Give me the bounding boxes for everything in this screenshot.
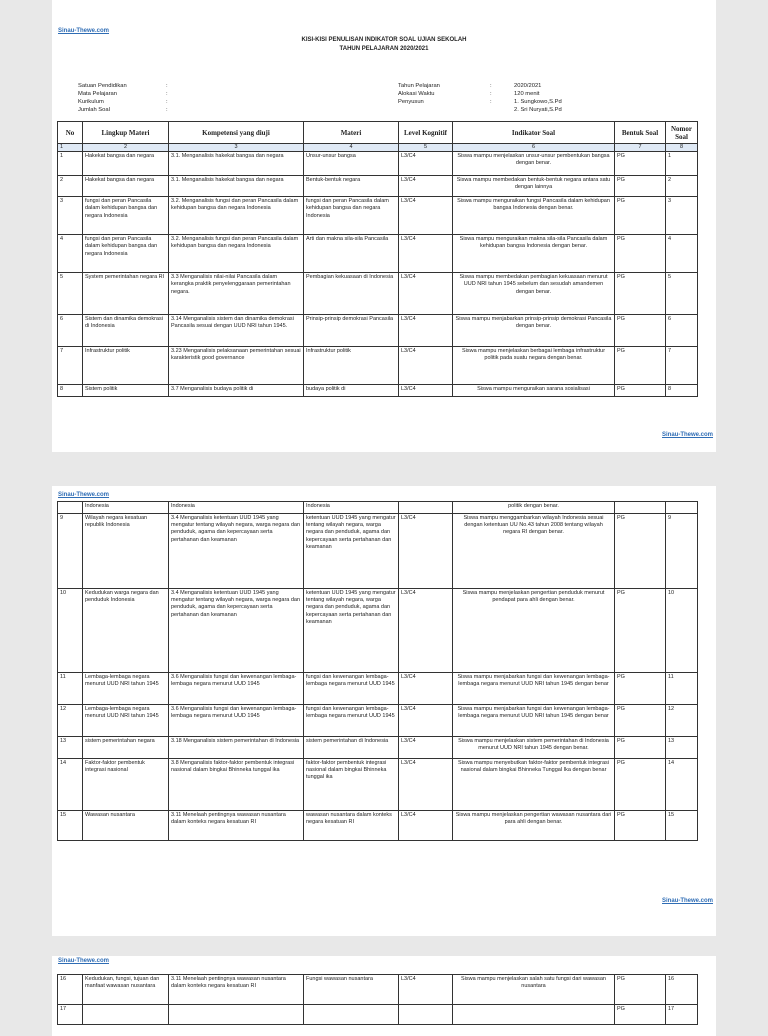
cell-indikator-soal: Siswa mampu menjabarkan fungsi dan kewenangan lembaga-lembaga negara menurut UUD NRI tahun 1945 dengan benar (453, 673, 615, 705)
meta-colon: : (490, 83, 492, 89)
cell-level-kognitif: L3/C4 (399, 315, 453, 347)
cell-level-kognitif: L3/C4 (399, 759, 453, 811)
table-row (58, 152, 698, 176)
cell-level-kognitif (399, 1005, 453, 1025)
cell-kompetensi: 3.23 Menganalisis pelaksanaan pemerintahan sesuai karakteristik good governance (169, 347, 304, 385)
table-row (58, 235, 698, 273)
cell-materi: Pembagian kekuasaan di Indonesia (304, 273, 399, 315)
cell-level-kognitif: L3/C4 (399, 347, 453, 385)
meta-label: Kurikulum (78, 99, 104, 105)
cell-indikator-soal: Siswa mampu menguraikan makna sila-sila Pancasila dalam kehidupan bangsa Indonesia dengan benar. (453, 235, 615, 273)
cell-bentuk-soal: PG (615, 737, 666, 759)
table-body (58, 152, 698, 397)
cell-kompetensi: 3.6 Menganalisis fungsi dan kewenangan lembaga-lembaga negara menurut UUD 1945 (169, 705, 304, 737)
cell-bentuk-soal: PG (615, 673, 666, 705)
cell-kompetensi: 3.3 Menganalisis nilai-nilai Pancasila dalam kerangka praktik penyelenggaraan pemerintahan negara. (169, 273, 304, 315)
cell-no: 9 (58, 514, 83, 589)
cell-lingkup-materi: Lembaga-lembaga negara menurut UUD NRI tahun 1945 (83, 705, 169, 737)
cell-bentuk-soal: PG (615, 514, 666, 589)
cell-lingkup-materi: Sistem politik (83, 385, 169, 397)
cell-level-kognitif: L3/C4 (399, 589, 453, 673)
cell-no: 7 (58, 347, 83, 385)
column-number: 2 (83, 144, 169, 152)
cell-no: 17 (58, 1005, 83, 1025)
cell-kompetensi: 3.2. Menganalisis fungsi dan peran Pancasila dalam kehidupan bangsa dan negara Indonesia (169, 235, 304, 273)
table-row (58, 514, 698, 589)
cell-nomor-soal (666, 502, 698, 514)
meta-label: Satuan Pendidikan (78, 83, 127, 89)
cell-no: 5 (58, 273, 83, 315)
table-row (58, 502, 698, 514)
column-number: 7 (615, 144, 666, 152)
meta-colon: : (166, 83, 168, 89)
doc-title-line2: TAHUN PELAJARAN 2020/2021 (339, 46, 429, 52)
cell-no (58, 502, 83, 514)
cell-level-kognitif: L3/C4 (399, 975, 453, 1005)
column-number: 4 (304, 144, 399, 152)
cell-bentuk-soal: PG (615, 197, 666, 235)
table-row (58, 759, 698, 811)
cell-materi (304, 1005, 399, 1025)
cell-no: 11 (58, 673, 83, 705)
cell-kompetensi: 3.1. Menganalisis hakekat bangsa dan negara (169, 176, 304, 197)
cell-materi: Fungsi wawasan nusantara (304, 975, 399, 1005)
table-row (58, 315, 698, 347)
cell-nomor-soal: 12 (666, 705, 698, 737)
meta-label: Jumlah Soal (78, 107, 110, 113)
cell-lingkup-materi: fungsi dan peran Pancasila dalam kehidupan bangsa dan negara Indonesia (83, 197, 169, 235)
cell-indikator-soal: Siswa mampu menjelaskan pengertian penduduk menurut pendapat para ahli dengan benar. (453, 589, 615, 673)
cell-bentuk-soal: PG (615, 811, 666, 841)
kisi-kisi-table-continued (57, 501, 698, 841)
cell-level-kognitif: L3/C4 (399, 152, 453, 176)
cell-materi: fungsi dan peran Pancasila dalam kehidupan bangsa dan negara Indonesia (304, 197, 399, 235)
cell-nomor-soal: 15 (666, 811, 698, 841)
cell-indikator-soal: Siswa mampu membedakan bentuk-bentuk negara antara satu dengan lainnya (453, 176, 615, 197)
cell-indikator-soal: Siswa mampu menjelaskan salah satu fungsi dari wawasan nusantara (453, 975, 615, 1005)
header-no: No (58, 122, 83, 144)
cell-lingkup-materi: Hakekat bangsa dan negara (83, 152, 169, 176)
cell-indikator-soal: Siswa mampu menjabarkan prinsip-prinsip demokrasi Pancasila dengan benar. (453, 315, 615, 347)
cell-kompetensi: 3.8 Menganalisis faktor-faktor pembentuk integrasi nasional dalam bingkai Bhinneka tunggal ika (169, 759, 304, 811)
cell-indikator-soal: politik dengan benar. (453, 502, 615, 514)
cell-nomor-soal: 4 (666, 235, 698, 273)
brand-watermark: Sinau-Thewe.com (662, 898, 714, 904)
table-row (58, 1005, 698, 1025)
cell-no: 15 (58, 811, 83, 841)
cell-no: 2 (58, 176, 83, 197)
cell-no: 4 (58, 235, 83, 273)
cell-kompetensi: 3.18 Menganalisis sistem pemerintahan di Indonesia (169, 737, 304, 759)
cell-level-kognitif (399, 502, 453, 514)
table-row (58, 673, 698, 705)
column-number: 8 (666, 144, 698, 152)
kisi-kisi-table-continued (57, 974, 698, 1025)
cell-materi: Bentuk-bentuk negara (304, 176, 399, 197)
cell-no: 10 (58, 589, 83, 673)
brand-watermark: Sinau-Thewe.com (58, 492, 110, 498)
cell-kompetensi: 3.4 Menganalisis ketentuan UUD 1945 yang mengatur tentang wilayah negara, warga negara dan penduduk, agama dan kepercayaan serta pertahanan dan keamanan (169, 589, 304, 673)
cell-bentuk-soal: PG (615, 315, 666, 347)
cell-bentuk-soal: PG (615, 235, 666, 273)
cell-nomor-soal: 11 (666, 673, 698, 705)
cell-no: 14 (58, 759, 83, 811)
kisi-kisi-table (57, 121, 698, 397)
table-row (58, 385, 698, 397)
cell-indikator-soal: Siswa mampu menjelaskan sistem pemerintahan di Indonesia menurut UUD NRI tahun 1945 dengan benar. (453, 737, 615, 759)
header-lingkup-materi: Lingkup Materi (83, 122, 169, 144)
cell-kompetensi (169, 1005, 304, 1025)
cell-lingkup-materi: Indonesia (83, 502, 169, 514)
cell-nomor-soal: 9 (666, 514, 698, 589)
cell-bentuk-soal: PG (615, 705, 666, 737)
table-row (58, 197, 698, 235)
table-row (58, 737, 698, 759)
cell-lingkup-materi: Kedudukan, fungsi, tujuan dan manfaat wawasan nusantara (83, 975, 169, 1005)
cell-bentuk-soal: PG (615, 589, 666, 673)
meta-right (398, 82, 562, 114)
cell-kompetensi: Indonesia (169, 502, 304, 514)
cell-bentuk-soal (615, 502, 666, 514)
table-row (58, 811, 698, 841)
cell-lingkup-materi: Sistem dan dinamika demokrasi di Indonesia (83, 315, 169, 347)
header-materi: Materi (304, 122, 399, 144)
cell-kompetensi: 3.11 Menelaah pentingnya wawasan nusantara dalam konteks negara kesatuan RI (169, 975, 304, 1005)
cell-bentuk-soal: PG (615, 347, 666, 385)
meta-label: Penyusun (398, 99, 424, 105)
cell-nomor-soal: 10 (666, 589, 698, 673)
document-page-3 (52, 956, 716, 1036)
cell-nomor-soal: 8 (666, 385, 698, 397)
meta-colon: : (490, 99, 492, 105)
table-body (58, 502, 698, 841)
cell-materi: Infrastruktur politik (304, 347, 399, 385)
cell-no: 8 (58, 385, 83, 397)
cell-level-kognitif: L3/C4 (399, 737, 453, 759)
cell-level-kognitif: L3/C4 (399, 705, 453, 737)
document-page-2 (52, 486, 716, 936)
cell-indikator-soal (453, 1005, 615, 1025)
cell-materi: sistem pemerintahan di Indonesia (304, 737, 399, 759)
meta-label: Tahun Pelajaran (398, 83, 440, 89)
column-number: 5 (399, 144, 453, 152)
cell-materi: fungsi dan kewenangan lembaga-lembaga negara menurut UUD 1945 (304, 673, 399, 705)
meta-label: Mata Pelajaran (78, 91, 117, 97)
cell-lingkup-materi: System pemerintahan negara RI (83, 273, 169, 315)
cell-lingkup-materi: Lembaga-lembaga negara menurut UUD NRI tahun 1945 (83, 673, 169, 705)
brand-watermark: Sinau-Thewe.com (58, 958, 110, 964)
cell-indikator-soal: Siswa mampu menjelaskan pengertian wawasan nusantara dari para ahli dengan benar. (453, 811, 615, 841)
meta-left (78, 82, 196, 114)
cell-kompetensi: 3.11 Menelaah pentingnya wawasan nusantara dalam konteks negara kesatuan RI (169, 811, 304, 841)
cell-level-kognitif: L3/C4 (399, 273, 453, 315)
cell-materi: Indonesia (304, 502, 399, 514)
document-page-1 (52, 0, 716, 452)
meta-colon: : (490, 91, 492, 97)
cell-level-kognitif: L3/C4 (399, 197, 453, 235)
column-number: 1 (58, 144, 83, 152)
cell-materi: wawasan nusantara dalam konteks negara kesatuan RI (304, 811, 399, 841)
cell-level-kognitif: L3/C4 (399, 673, 453, 705)
table-row (58, 273, 698, 315)
cell-kompetensi: 3.14 Menganalisis sistem dan dinamika demokrasi Pancasila sesuai dengan UUD NRI tahun 1945. (169, 315, 304, 347)
header-nomor-soal: Nomor Soal (666, 122, 698, 144)
cell-materi: ketentuan UUD 1945 yang mengatur tentang wilayah negara, warga negara dan penduduk, agama dan kepercayaan serta pertahanan dan keamanan (304, 589, 399, 673)
cell-materi: Prinsip-prinsip demokrasi Pancasila (304, 315, 399, 347)
meta-value: 2. Sri Nuryati,S.Pd (514, 107, 562, 113)
cell-level-kognitif: L3/C4 (399, 811, 453, 841)
cell-materi: faktor-faktor pembentuk integrasi nasional dalam bingkai Bhinneka tunggal ika (304, 759, 399, 811)
column-number: 3 (169, 144, 304, 152)
cell-bentuk-soal: PG (615, 385, 666, 397)
cell-lingkup-materi: Wawasan nusantara (83, 811, 169, 841)
meta-colon (490, 106, 514, 114)
meta-value: 1. Sungkowo,S.Pd (514, 99, 562, 105)
cell-indikator-soal: Siswa mampu menjelaskan berbagai lembaga infrastruktur politik pada suatu negara dengan benar. (453, 347, 615, 385)
table-row (58, 705, 698, 737)
cell-indikator-soal: Siswa mampu menguraikan fungsi Pancasila dalam kehidupan bangsa Indonesia dengan benar. (453, 197, 615, 235)
cell-nomor-soal: 2 (666, 176, 698, 197)
cell-materi: ketentuan UUD 1945 yang mengatur tentang wilayah negara, warga negara dan penduduk, agama dan kepercayaan serta pertahanan dan keamanan (304, 514, 399, 589)
cell-bentuk-soal: PG (615, 152, 666, 176)
cell-lingkup-materi: Kedudukan warga negara dan penduduk Indonesia (83, 589, 169, 673)
cell-bentuk-soal: PG (615, 176, 666, 197)
cell-nomor-soal: 17 (666, 1005, 698, 1025)
cell-indikator-soal: Siswa mampu menggambarkan wilayah Indonesia sesuai dengan ketentuan UU No.43 tahun 2008 tentang wilayah negara RI dengan benar. (453, 514, 615, 589)
table-row (58, 975, 698, 1005)
cell-bentuk-soal: PG (615, 1005, 666, 1025)
cell-lingkup-materi: Infrastruktur politik (83, 347, 169, 385)
cell-kompetensi: 3.6 Menganalisis fungsi dan kewenangan lembaga-lembaga negara menurut UUD 1945 (169, 673, 304, 705)
cell-no: 12 (58, 705, 83, 737)
cell-nomor-soal: 13 (666, 737, 698, 759)
cell-indikator-soal: Siswa mampu menyebutkan faktor-faktor pembentuk integrasi nasional dalam bingkai Bhinneka Tunggal Ika dengan benar (453, 759, 615, 811)
brand-watermark: Sinau-Thewe.com (58, 28, 110, 34)
cell-level-kognitif: L3/C4 (399, 176, 453, 197)
table-row (58, 347, 698, 385)
meta-label: Alokasi Waktu (398, 91, 435, 97)
table-row (58, 176, 698, 197)
cell-no: 1 (58, 152, 83, 176)
cell-bentuk-soal: PG (615, 759, 666, 811)
meta-value: 2020/2021 (514, 83, 542, 89)
cell-materi: Arti dan makna sila-sila Pancasila (304, 235, 399, 273)
cell-kompetensi: 3.4 Menganalisis ketentuan UUD 1945 yang mengatur tentang wilayah negara, warga negara dan penduduk, agama dan kepercayaan serta pertahanan dan keamanan (169, 514, 304, 589)
cell-lingkup-materi: Hakekat bangsa dan negara (83, 176, 169, 197)
header-bentuk-soal: Bentuk Soal (615, 122, 666, 144)
cell-nomor-soal: 14 (666, 759, 698, 811)
cell-level-kognitif: L3/C4 (399, 385, 453, 397)
table-body (58, 975, 698, 1025)
cell-lingkup-materi: fungsi dan peran Pancasila dalam kehidupan bangsa dan negara Indonesia (83, 235, 169, 273)
meta-colon: : (166, 99, 168, 105)
meta-label (398, 106, 490, 114)
header-indikator-soal: Indikator Soal (453, 122, 615, 144)
cell-bentuk-soal: PG (615, 975, 666, 1005)
cell-materi: budaya politik di (304, 385, 399, 397)
cell-indikator-soal: Siswa mampu menguraikan sarana sosialisasi (453, 385, 615, 397)
table-header-row (58, 122, 698, 144)
table-row (58, 589, 698, 673)
cell-lingkup-materi: Faktor-faktor pembentuk integrasi nasional (83, 759, 169, 811)
header-level-kognitif: Level Kognitif (399, 122, 453, 144)
cell-level-kognitif: L3/C4 (399, 514, 453, 589)
cell-nomor-soal: 6 (666, 315, 698, 347)
cell-nomor-soal: 16 (666, 975, 698, 1005)
meta-colon: : (166, 91, 168, 97)
brand-watermark: Sinau-Thewe.com (662, 432, 714, 438)
cell-kompetensi: 3.2. Menganalisis fungsi dan peran Pancasila dalam kehidupan bangsa dan negara Indonesia (169, 197, 304, 235)
doc-title-line1: KISI-KISI PENULISAN INDIKATOR SOAL UJIAN SEKOLAH (301, 37, 467, 43)
cell-indikator-soal: Siswa mampu membedakan pembagian kekuasaan menurut UUD NRI tahun 1945 sebelum dan sesudah amandemen dengan benar. (453, 273, 615, 315)
cell-kompetensi: 3.7 Menganalisis budaya politik di (169, 385, 304, 397)
cell-nomor-soal: 7 (666, 347, 698, 385)
header-kompetensi: Kompetensi yang diuji (169, 122, 304, 144)
column-number: 6 (453, 144, 615, 152)
cell-no: 13 (58, 737, 83, 759)
cell-nomor-soal: 5 (666, 273, 698, 315)
cell-lingkup-materi: sistem pemerintahan negara (83, 737, 169, 759)
cell-kompetensi: 3.1. Menganalisis hakekat bangsa dan negara (169, 152, 304, 176)
column-number-row (58, 144, 698, 152)
cell-no: 3 (58, 197, 83, 235)
meta-colon: : (166, 107, 168, 113)
cell-lingkup-materi (83, 1005, 169, 1025)
cell-bentuk-soal: PG (615, 273, 666, 315)
cell-indikator-soal: Siswa mampu menjelaskan unsur-unsur pembentukan bangsa dengan benar. (453, 152, 615, 176)
cell-materi: Unsur-unsur bangsa (304, 152, 399, 176)
cell-nomor-soal: 3 (666, 197, 698, 235)
cell-materi: fungsi dan kewenangan lembaga-lembaga negara menurut UUD 1945 (304, 705, 399, 737)
meta-value: 120 menit (514, 91, 540, 97)
cell-nomor-soal: 1 (666, 152, 698, 176)
cell-indikator-soal: Siswa mampu menjabarkan fungsi dan kewenangan lembaga-lembaga negara menurut UUD NRI tahun 1945 dengan benar (453, 705, 615, 737)
cell-lingkup-materi: Wilayah negara kesatuan republik Indonesia (83, 514, 169, 589)
cell-level-kognitif: L3/C4 (399, 235, 453, 273)
cell-no: 6 (58, 315, 83, 347)
cell-no: 16 (58, 975, 83, 1005)
